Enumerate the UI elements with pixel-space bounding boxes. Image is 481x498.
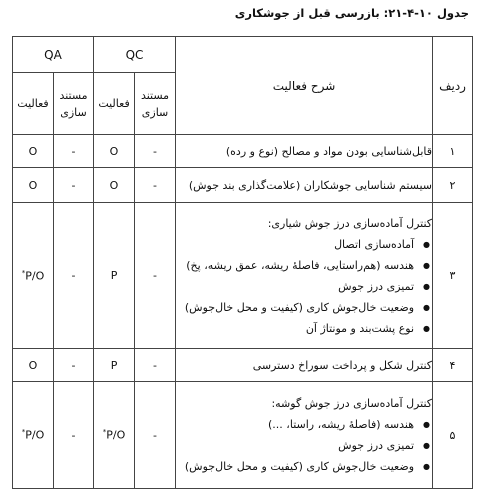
table-row [13, 203, 473, 349]
qc-documentation-cell: - [135, 168, 176, 203]
activity-bullet-item: ● هندسه (هم‌راستایی، فاصلهٔ ریشه، عمق ریشه، پخ) [176, 255, 432, 276]
qc-activity-cell: P [94, 203, 135, 349]
qa-activity-value: P/O [25, 428, 45, 442]
pre-welding-inspection-table [12, 36, 473, 489]
qc-activity-cell [94, 382, 135, 489]
qa-activity-cell: O [13, 168, 54, 203]
header-qa: QA [13, 37, 94, 73]
header-qa-documentation: مستند سازی [54, 73, 94, 135]
qa-documentation-cell: - [54, 168, 94, 203]
qc-documentation-cell: - [135, 349, 176, 382]
qc-documentation-cell: - [135, 203, 176, 349]
footnote-mark: * [21, 268, 26, 277]
qa-activity-cell [13, 203, 54, 349]
table-caption: جدول ۱۰-۴-۲۱: بازرسی قبل از جوشکاری [234, 6, 469, 20]
header-qc-documentation: مستند سازی [135, 73, 176, 135]
table-row [13, 382, 473, 489]
qa-documentation-cell: - [54, 203, 94, 349]
row-number: ۲ [433, 168, 473, 203]
activity-description [176, 382, 433, 489]
activity-bullet-item: ● نوع پشت‌بند و مونتاژ آن [176, 318, 432, 339]
activity-bullet-item: ● وضعیت خال‌جوش کاری (کیفیت و محل خال‌جوش) [176, 297, 432, 318]
qc-documentation-cell: - [135, 382, 176, 489]
activity-bullet-item: ● وضعیت خال‌جوش کاری (کیفیت و محل خال‌جوش) [176, 456, 432, 477]
qa-documentation-cell: - [54, 382, 94, 489]
activity-description [176, 203, 433, 349]
qa-activity-cell: O [13, 135, 54, 168]
qa-documentation-cell: - [54, 349, 94, 382]
qc-activity-cell: O [94, 135, 135, 168]
activity-bullet-item: ● آماده‌سازی اتصال [176, 234, 432, 255]
row-number: ۳ [433, 203, 473, 349]
table-row [13, 135, 473, 168]
qa-activity-cell [13, 382, 54, 489]
footnote-mark: * [21, 428, 26, 437]
header-qa-activity: فعالیت [13, 73, 54, 135]
activity-bullet-list [176, 234, 432, 339]
header-qc-activity: فعالیت [94, 73, 135, 135]
activity-description [176, 349, 433, 382]
activity-title: کنترل آماده‌سازی درز جوش شیاری: [267, 216, 433, 230]
qa-documentation-cell: - [54, 135, 94, 168]
activity-bullet-item: ● تمیزی درز جوش [176, 435, 432, 456]
activity-title: کنترل شکل و پرداخت سوراخ دسترسی [252, 358, 433, 372]
activity-description [176, 168, 433, 203]
qc-activity-cell: P [94, 349, 135, 382]
footnote-mark: * [102, 428, 107, 437]
row-number: ۴ [433, 349, 473, 382]
qa-activity-cell: O [13, 349, 54, 382]
activity-bullet-list [176, 414, 432, 477]
header-row-number: ردیف [433, 37, 473, 135]
activity-title: کنترل آماده‌سازی درز جوش گوشه: [271, 397, 433, 410]
table-row [13, 168, 473, 203]
row-number: ۱ [433, 135, 473, 168]
qa-activity-value: P/O [25, 269, 45, 283]
header-activity-description: شرح فعالیت [176, 37, 433, 135]
header-qc: QC [94, 37, 176, 73]
row-number: ۵ [433, 382, 473, 489]
activity-description [176, 135, 433, 168]
activity-title: سیستم شناسایی جوشکاران (علامت‌گذاری بند جوش) [188, 178, 433, 192]
table-row [13, 349, 473, 382]
qc-activity-cell: O [94, 168, 135, 203]
activity-bullet-item: ● هندسه (فاصلهٔ ریشه، راستا، ...) [176, 414, 432, 435]
qc-activity-value: P/O [106, 428, 126, 442]
activity-title: قابل‌شناسایی بودن مواد و مصالح (نوع و رده) [225, 144, 433, 158]
activity-bullet-item: ● تمیزی درز جوش [176, 276, 432, 297]
qc-documentation-cell: - [135, 135, 176, 168]
